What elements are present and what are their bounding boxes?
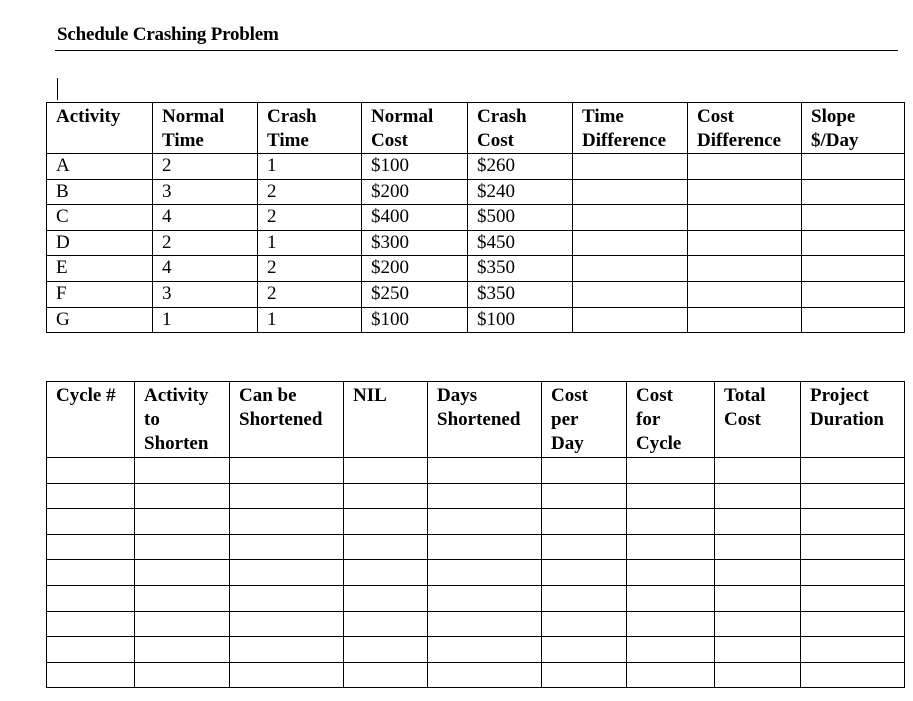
cell-activity-to-shorten xyxy=(135,458,230,484)
cell-total-cost xyxy=(715,509,801,535)
cell-project-duration xyxy=(801,611,905,637)
cell-time-difference xyxy=(573,256,688,282)
activity-row xyxy=(47,205,905,231)
header-total-cost xyxy=(715,382,801,458)
header-cycle-number xyxy=(47,382,135,458)
header-line: Time xyxy=(582,106,624,127)
cycle-row xyxy=(47,637,905,663)
header-line: Days xyxy=(437,385,478,406)
cell-slope xyxy=(802,230,905,256)
header-cost-difference xyxy=(688,103,802,154)
header-line: Normal xyxy=(162,106,225,127)
header-line: for xyxy=(636,409,661,430)
header-crash-time xyxy=(258,103,362,154)
cell-slope xyxy=(802,179,905,205)
cell-can-be-shortened xyxy=(230,637,344,663)
header-activity-to-shorten xyxy=(135,382,230,458)
cell-activity: E xyxy=(47,256,153,282)
cycle-table-header-row xyxy=(47,382,905,458)
cell-cost-for-cycle xyxy=(627,585,715,611)
cell-cost-for-cycle xyxy=(627,611,715,637)
cell-activity: D xyxy=(47,230,153,256)
header-line: Crash xyxy=(477,106,527,127)
header-line: Normal xyxy=(371,106,434,127)
header-slope xyxy=(802,103,905,154)
cell-project-duration xyxy=(801,534,905,560)
cell-normal-cost: $200 xyxy=(362,179,468,205)
cell-total-cost xyxy=(715,611,801,637)
cell-project-duration xyxy=(801,458,905,484)
header-line: Cost xyxy=(371,130,408,151)
cell-project-duration xyxy=(801,560,905,586)
cell-time-difference xyxy=(573,205,688,231)
cell-days-shortened xyxy=(428,611,542,637)
cell-project-duration xyxy=(801,509,905,535)
header-line: Shortened xyxy=(239,409,323,430)
cell-cost-per-day xyxy=(542,611,627,637)
cell-cost-for-cycle xyxy=(627,509,715,535)
cell-activity: G xyxy=(47,307,153,333)
cell-crash-cost: $350 xyxy=(468,281,573,307)
header-line: Time xyxy=(162,130,204,151)
header-line: Cost xyxy=(551,385,588,406)
cycle-row xyxy=(47,483,905,509)
header-line: Slope xyxy=(811,106,856,127)
header-line: Activity xyxy=(144,385,209,406)
header-nil xyxy=(344,382,428,458)
cell-nil xyxy=(344,637,428,663)
cell-days-shortened xyxy=(428,585,542,611)
cell-activity-to-shorten xyxy=(135,483,230,509)
header-normal-cost xyxy=(362,103,468,154)
cell-activity-to-shorten xyxy=(135,611,230,637)
cell-total-cost xyxy=(715,662,801,688)
cell-cycle-number xyxy=(47,662,135,688)
cell-cost-for-cycle xyxy=(627,483,715,509)
cell-time-difference xyxy=(573,307,688,333)
header-line: Difference xyxy=(582,130,667,151)
cell-can-be-shortened xyxy=(230,509,344,535)
activity-row xyxy=(47,230,905,256)
cell-normal-time: 2 xyxy=(153,230,258,256)
header-line: Cost xyxy=(724,409,761,430)
cell-cost-for-cycle xyxy=(627,662,715,688)
cell-nil xyxy=(344,509,428,535)
cell-total-cost xyxy=(715,534,801,560)
header-cost-for-cycle xyxy=(627,382,715,458)
cell-cost-difference xyxy=(688,256,802,282)
cell-activity-to-shorten xyxy=(135,637,230,663)
cell-cost-difference xyxy=(688,281,802,307)
cell-can-be-shortened xyxy=(230,458,344,484)
cell-cycle-number xyxy=(47,611,135,637)
cycle-table xyxy=(46,381,905,688)
cell-activity-to-shorten xyxy=(135,560,230,586)
activity-row xyxy=(47,256,905,282)
cell-cycle-number xyxy=(47,534,135,560)
cycle-row xyxy=(47,662,905,688)
cell-crash-cost: $500 xyxy=(468,205,573,231)
cell-nil xyxy=(344,662,428,688)
cell-can-be-shortened xyxy=(230,483,344,509)
header-days-shortened xyxy=(428,382,542,458)
header-time-difference xyxy=(573,103,688,154)
cell-can-be-shortened xyxy=(230,534,344,560)
cycle-row xyxy=(47,611,905,637)
cell-normal-cost: $400 xyxy=(362,205,468,231)
cell-cost-for-cycle xyxy=(627,534,715,560)
header-line: Shortened xyxy=(437,409,521,430)
header-line: Cost xyxy=(636,385,673,406)
cell-cost-difference xyxy=(688,179,802,205)
cell-time-difference xyxy=(573,154,688,180)
text-cursor xyxy=(57,78,58,100)
cell-cost-difference xyxy=(688,230,802,256)
cell-activity-to-shorten xyxy=(135,509,230,535)
cell-cost-per-day xyxy=(542,560,627,586)
cell-cost-per-day xyxy=(542,534,627,560)
cell-days-shortened xyxy=(428,534,542,560)
cell-activity: F xyxy=(47,281,153,307)
activity-table xyxy=(46,102,905,333)
cell-normal-time: 1 xyxy=(153,307,258,333)
header-line: to xyxy=(144,409,160,430)
cell-cost-for-cycle xyxy=(627,560,715,586)
cell-crash-time: 2 xyxy=(258,179,362,205)
cell-total-cost xyxy=(715,560,801,586)
header-line: Time xyxy=(267,130,309,151)
cell-days-shortened xyxy=(428,509,542,535)
cell-cost-difference xyxy=(688,307,802,333)
cell-slope xyxy=(802,205,905,231)
activity-table-header-row xyxy=(47,103,905,154)
cell-nil xyxy=(344,483,428,509)
cell-cycle-number xyxy=(47,483,135,509)
cell-cycle-number xyxy=(47,585,135,611)
cell-cycle-number xyxy=(47,458,135,484)
cell-activity: C xyxy=(47,205,153,231)
cell-cost-per-day xyxy=(542,483,627,509)
cell-normal-time: 3 xyxy=(153,281,258,307)
cell-days-shortened xyxy=(428,483,542,509)
cell-slope xyxy=(802,281,905,307)
header-line: NIL xyxy=(353,385,387,406)
cell-crash-cost: $260 xyxy=(468,154,573,180)
cell-project-duration xyxy=(801,637,905,663)
cell-cost-per-day xyxy=(542,458,627,484)
header-line: Difference xyxy=(697,130,782,151)
cell-cost-per-day xyxy=(542,585,627,611)
cell-nil xyxy=(344,560,428,586)
header-line: Crash xyxy=(267,106,317,127)
cell-cycle-number xyxy=(47,637,135,663)
cell-normal-cost: $250 xyxy=(362,281,468,307)
header-line: Cost xyxy=(477,130,514,151)
cell-activity: A xyxy=(47,154,153,180)
cell-project-duration xyxy=(801,662,905,688)
cell-crash-time: 1 xyxy=(258,154,362,180)
cell-nil xyxy=(344,534,428,560)
cell-time-difference xyxy=(573,281,688,307)
header-crash-cost xyxy=(468,103,573,154)
header-line: Project xyxy=(810,385,869,406)
cell-cost-difference xyxy=(688,154,802,180)
cell-crash-time: 1 xyxy=(258,230,362,256)
cell-crash-cost: $350 xyxy=(468,256,573,282)
activity-row xyxy=(47,281,905,307)
cell-normal-time: 2 xyxy=(153,154,258,180)
cell-time-difference xyxy=(573,230,688,256)
cell-crash-time: 1 xyxy=(258,307,362,333)
cell-days-shortened xyxy=(428,560,542,586)
cell-can-be-shortened xyxy=(230,662,344,688)
cycle-row xyxy=(47,509,905,535)
cell-total-cost xyxy=(715,585,801,611)
cell-crash-cost: $100 xyxy=(468,307,573,333)
cell-normal-time: 3 xyxy=(153,179,258,205)
cell-total-cost xyxy=(715,483,801,509)
cell-cost-difference xyxy=(688,205,802,231)
cell-normal-time: 4 xyxy=(153,256,258,282)
cell-nil xyxy=(344,611,428,637)
header-project-duration xyxy=(801,382,905,458)
cell-activity: B xyxy=(47,179,153,205)
cycle-row xyxy=(47,458,905,484)
header-normal-time xyxy=(153,103,258,154)
cell-crash-time: 2 xyxy=(258,205,362,231)
header-line: Cycle # xyxy=(56,385,116,406)
cell-nil xyxy=(344,458,428,484)
header-line: Duration xyxy=(810,409,884,430)
cell-cost-for-cycle xyxy=(627,637,715,663)
cell-can-be-shortened xyxy=(230,560,344,586)
cell-slope xyxy=(802,307,905,333)
title-underline xyxy=(55,50,898,51)
header-line: Total xyxy=(724,385,766,406)
header-activity: Activity xyxy=(47,103,153,154)
cell-can-be-shortened xyxy=(230,611,344,637)
header-line: Cycle xyxy=(636,433,682,454)
header-line: per xyxy=(551,409,579,430)
cell-days-shortened xyxy=(428,637,542,663)
cell-cycle-number xyxy=(47,509,135,535)
cell-activity-to-shorten xyxy=(135,585,230,611)
cell-nil xyxy=(344,585,428,611)
header-line: Cost xyxy=(697,106,734,127)
cell-crash-time: 2 xyxy=(258,256,362,282)
cell-slope xyxy=(802,154,905,180)
cell-normal-time: 4 xyxy=(153,205,258,231)
cycle-row xyxy=(47,560,905,586)
cell-total-cost xyxy=(715,637,801,663)
cell-project-duration xyxy=(801,585,905,611)
cell-normal-cost: $300 xyxy=(362,230,468,256)
cell-normal-cost: $100 xyxy=(362,154,468,180)
cycle-row xyxy=(47,534,905,560)
cycle-row xyxy=(47,585,905,611)
document-title: Schedule Crashing Problem xyxy=(57,24,279,45)
cell-time-difference xyxy=(573,179,688,205)
header-cost-per-day xyxy=(542,382,627,458)
cell-cost-per-day xyxy=(542,509,627,535)
activity-row xyxy=(47,179,905,205)
cell-crash-time: 2 xyxy=(258,281,362,307)
cell-crash-cost: $240 xyxy=(468,179,573,205)
header-can-be-shortened xyxy=(230,382,344,458)
cell-normal-cost: $100 xyxy=(362,307,468,333)
cell-cost-for-cycle xyxy=(627,458,715,484)
cell-cycle-number xyxy=(47,560,135,586)
cell-slope xyxy=(802,256,905,282)
header-line: $/Day xyxy=(811,130,859,151)
cell-days-shortened xyxy=(428,662,542,688)
header-line: Can be xyxy=(239,385,297,406)
cell-normal-cost: $200 xyxy=(362,256,468,282)
cell-cost-per-day xyxy=(542,637,627,663)
activity-row xyxy=(47,307,905,333)
activity-row xyxy=(47,154,905,180)
header-line: Day xyxy=(551,433,584,454)
cell-days-shortened xyxy=(428,458,542,484)
cell-activity-to-shorten xyxy=(135,662,230,688)
cell-can-be-shortened xyxy=(230,585,344,611)
header-line: Shorten xyxy=(144,433,209,454)
cell-project-duration xyxy=(801,483,905,509)
cell-total-cost xyxy=(715,458,801,484)
cell-crash-cost: $450 xyxy=(468,230,573,256)
cell-activity-to-shorten xyxy=(135,534,230,560)
cell-cost-per-day xyxy=(542,662,627,688)
